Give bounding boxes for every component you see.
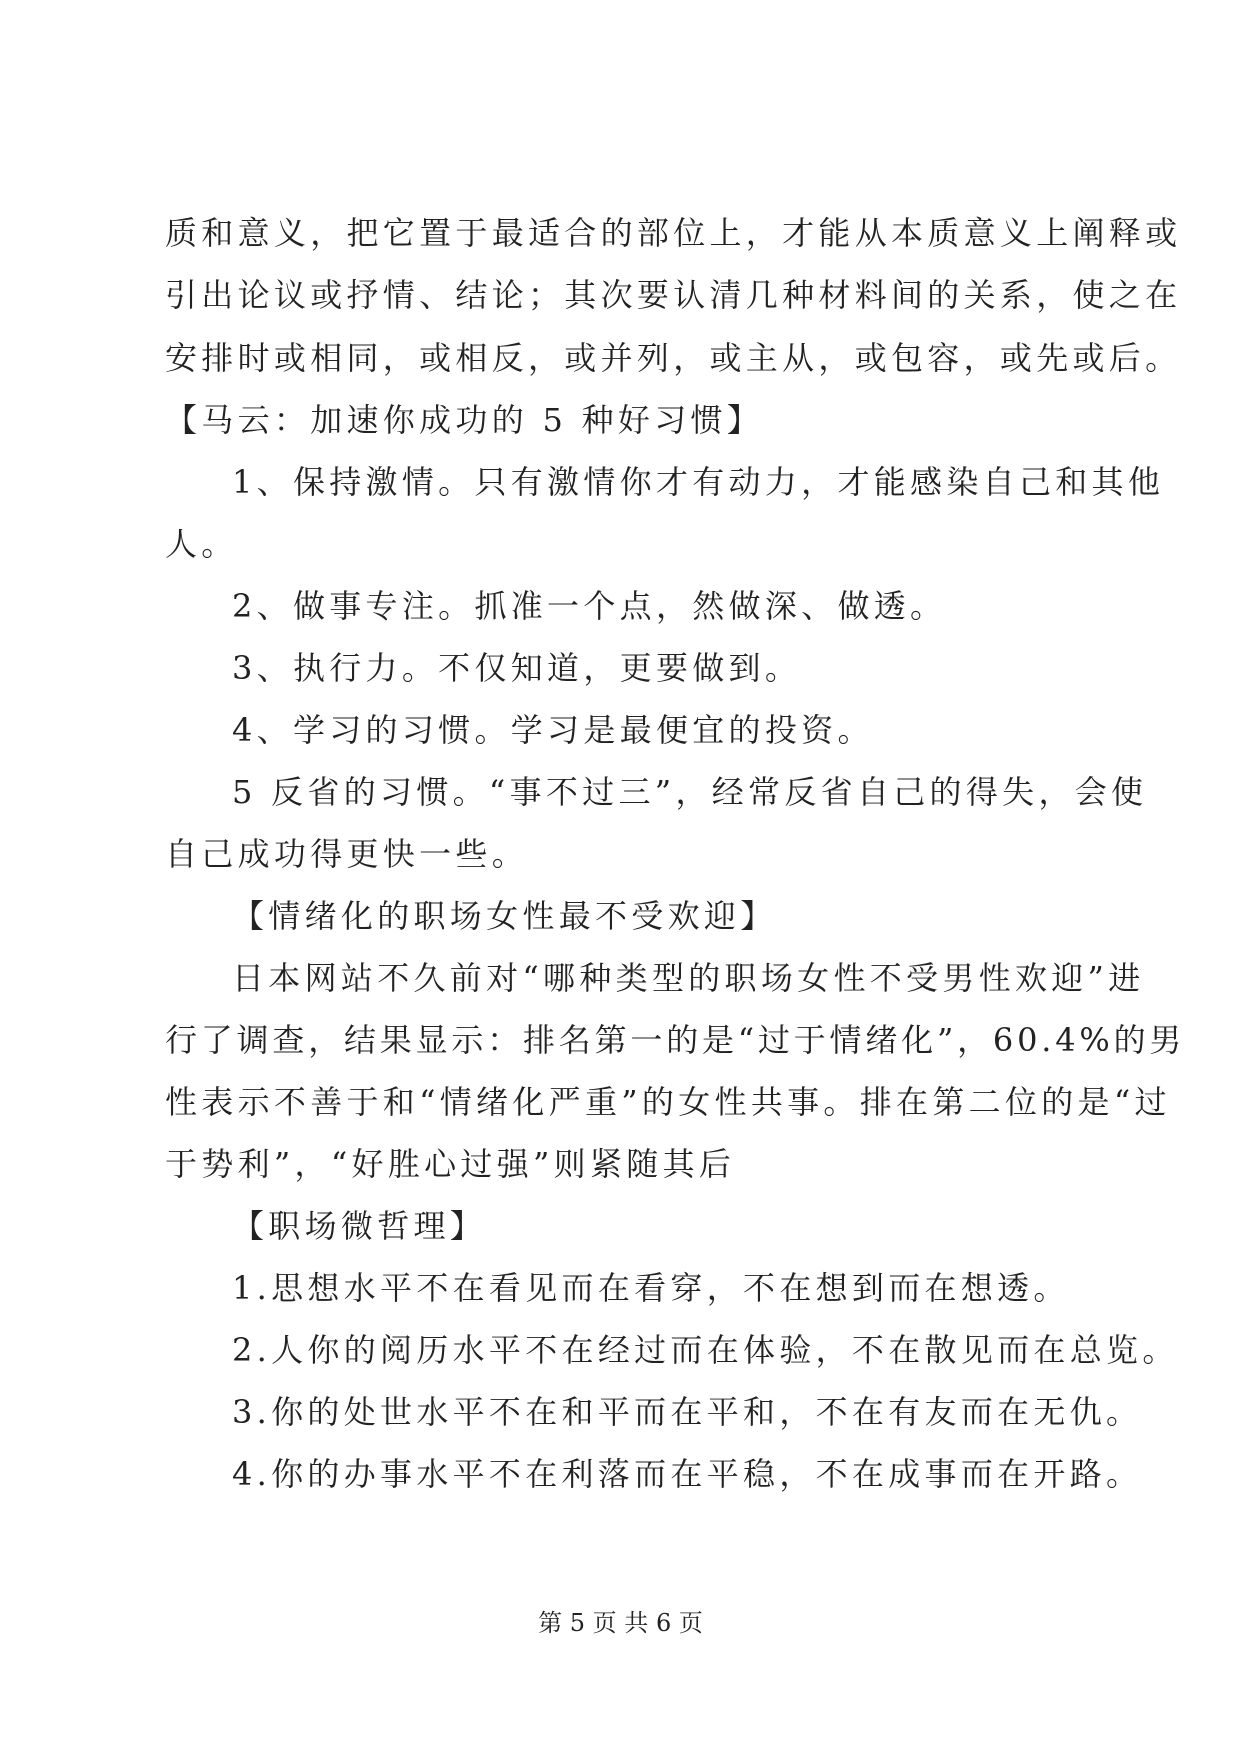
page-footer: 第 5 页 共 6 页: [538, 1609, 703, 1637]
section-heading: 【职场微哲理】: [232, 1207, 487, 1245]
section-heading: 【马云：加速你成功的 5 种好习惯】: [165, 401, 764, 439]
paragraph-line: 于势利”，“好胜心过强”则紧随其后: [165, 1145, 736, 1183]
paragraph-line: 引出论议或抒情、结论；其次要认清几种材料间的关系，使之在: [165, 276, 1182, 314]
list-item: 3、执行力。不仅知道，更要做到。: [232, 649, 802, 687]
paragraph-line: 日本网站不久前对“哪种类型的职场女性不受男性欢迎”进: [232, 959, 1145, 997]
list-item: 3.你的处世水平不在和平而在平和，不在有友而在无仇。: [232, 1393, 1143, 1431]
list-item: 2、做事专注。抓准一个点，然做深、做透。: [232, 587, 947, 625]
list-item: 4、学习的习惯。学习是最便宜的投资。: [232, 711, 874, 749]
section-heading: 【情绪化的职场女性最不受欢迎】: [232, 897, 777, 935]
paragraph-line: 人。: [165, 525, 238, 563]
list-item: 1、保持激情。只有激情你才有动力，才能感染自己和其他: [232, 463, 1165, 501]
paragraph-line: 质和意义，把它置于最适合的部位上，才能从本质意义上阐释或: [165, 214, 1182, 252]
list-item: 1.思想水平不在看见而在看穿，不在想到而在想透。: [232, 1269, 1070, 1307]
list-item: 2.人你的阅历水平不在经过而在体验，不在散见而在总览。: [232, 1331, 1179, 1369]
paragraph-line: 行了调查，结果显示：排名第一的是“过于情绪化”，60.4%的男: [165, 1021, 1186, 1059]
list-item: 4.你的办事水平不在利落而在平稳，不在成事而在开路。: [232, 1455, 1143, 1493]
list-item: 5 反省的习惯。“事不过三”，经常反省自己的得失，会使: [232, 773, 1148, 811]
paragraph-line: 安排时或相同，或相反，或并列，或主从，或包容，或先或后。: [165, 339, 1182, 377]
paragraph-line: 自己成功得更快一些。: [165, 835, 529, 873]
paragraph-line: 性表示不善于和“情绪化严重”的女性共事。排在第二位的是“过: [165, 1083, 1171, 1121]
